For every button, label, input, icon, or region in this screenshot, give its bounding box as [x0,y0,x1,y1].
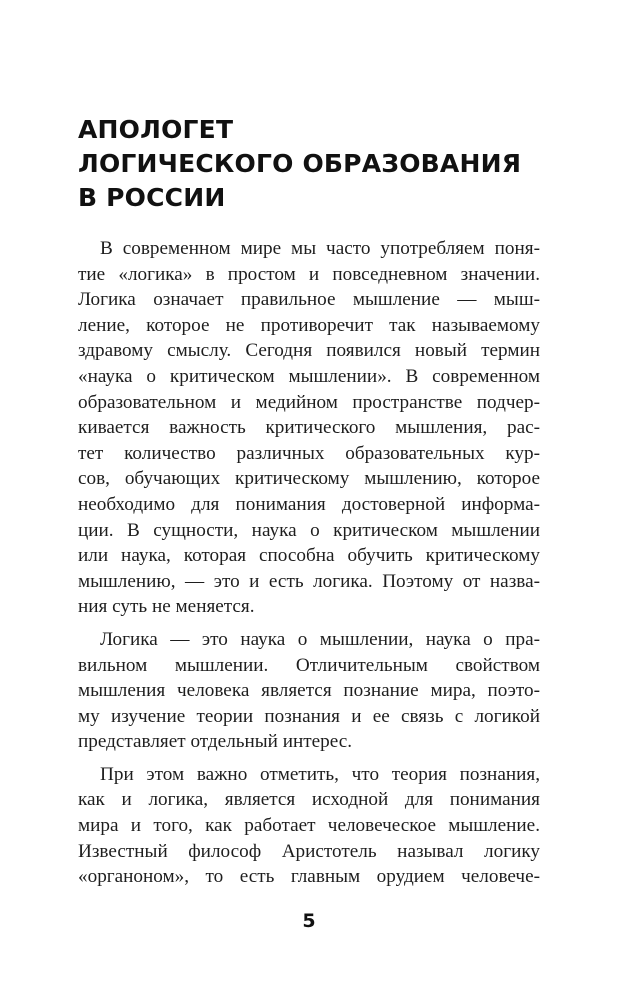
text-line: представляет отдельный интерес. [78,731,353,753]
text-line: «наука о критическом мышлении». В современном [78,365,540,387]
text-line: му изучение теории познания и ее связь с логикой [78,705,540,727]
text-line: Известный философ Аристотель называл логику [78,840,540,862]
text-line: мышлению, — это и есть логика. Поэтому от назва- [78,570,540,592]
chapter-title-line: АПОЛОГЕТ [78,115,234,144]
chapter-title [78,113,548,215]
text-line: кивается важность критического мышления, рас- [78,417,540,439]
text-line: образовательном и медийном пространстве подчер- [78,391,540,413]
text-line: здравому смыслу. Сегодня появился новый термин [78,340,540,362]
text-line: При этом важно отметить, что теория познания, [100,763,540,785]
text-line: сов, обучающих критическому мышлению, которое [78,468,540,490]
text-line: ния суть не меняется. [78,596,255,618]
text-line: мышления человека является познание мира, поэто- [78,680,540,702]
chapter-title-line: ЛОГИЧЕСКОГО ОБРАЗОВАНИЯ [78,149,522,178]
text-line: вильном мышлении. Отличительным свойством [78,654,540,676]
paragraph [78,762,540,890]
text-line: В современном мире мы часто употребляем поня- [100,238,540,259]
text-line: ции. В сущности, наука о критическом мышлении [78,519,540,541]
body-text [78,236,540,890]
paragraph [78,627,540,755]
paragraph [78,236,540,620]
text-line: Логика — это наука о мышлении, наука о пра- [100,628,540,650]
chapter-title-line: В РОССИИ [78,183,226,212]
text-line: тет количество различных образовательных кур- [78,442,540,464]
text-line: Логика означает правильное мышление — мыш- [78,289,540,311]
text-line: или наука, которая способна обучить критическому [78,545,540,567]
text-line: необходимо для понимания достоверной информа- [78,493,540,515]
text-line: тие «логика» в простом и повседневном значении. [78,263,540,285]
page-number: 5 [302,910,316,932]
text-line: мира и того, как работает человеческое мышление. [78,815,540,837]
text-line: «органоном», то есть главным орудием человече- [78,866,540,888]
text-line: ление, которое не противоречит так называемому [78,314,540,336]
text-line: как и логика, является исходной для понимания [78,789,540,811]
